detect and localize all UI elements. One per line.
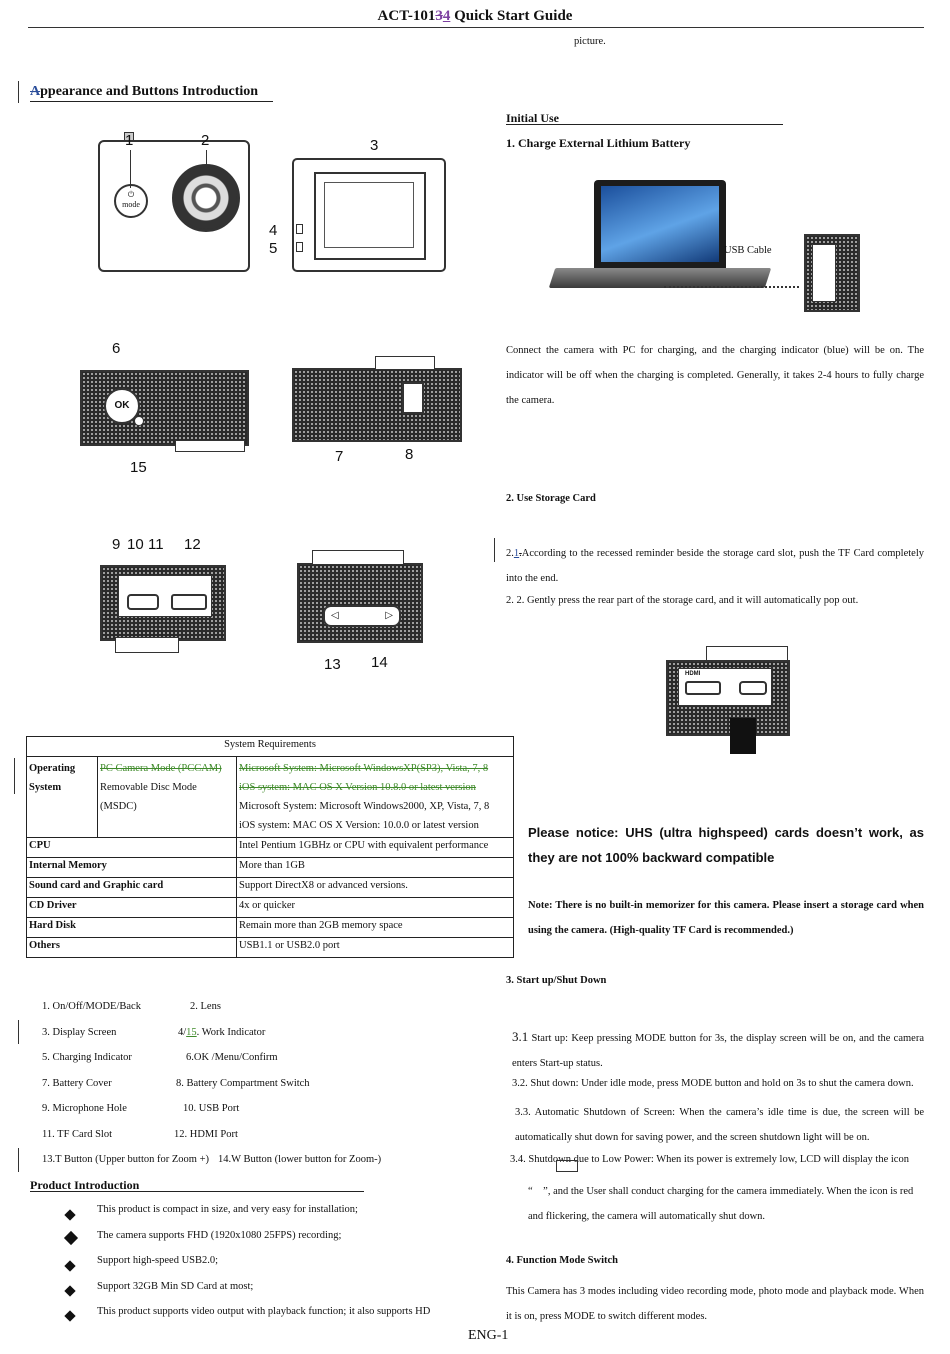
battery-switch [402,382,424,414]
mode-button: ⏻ mode [114,184,148,218]
storage-note: Note: There is no built-in memorizer for this camera. Please insert a storage card when using the camera. (High-quality TF Card is recommended.) [528,900,924,936]
table-row: Sound card and Graphic card Support DirectX8 or advanced versions. [27,878,514,898]
laptop-screen [594,180,726,268]
appearance-title-first: A [30,84,41,99]
table-row: Hard Disk Remain more than 2GB memory space [27,918,514,938]
camera-side-ports-illustration [100,565,226,641]
callout-2: 2 [201,132,210,149]
zoom-buttons [323,605,401,627]
camera-back-illustration [292,158,446,272]
lens-icon [172,164,240,232]
bullet-icon [66,1257,74,1275]
camera-side-ok-illustration [80,370,249,446]
appearance-title [30,84,258,100]
bullet-icon [66,1282,74,1300]
camera-front-body [98,140,250,272]
mount-base [175,440,245,452]
mount-top [375,356,435,370]
table-row: CPU Intel Pentium 1GBHz or CPU with equivalent performance [27,838,514,858]
laptop-charging-illustration [552,168,947,316]
callout-7: 7 [335,448,344,465]
usb-cable-label: USB Cable [724,245,772,256]
callout-9: 9 [112,536,121,553]
mount-base [115,637,179,653]
change-bar [494,538,495,562]
callout-5: 5 [269,240,278,257]
callout-6: 6 [112,340,121,357]
button-item: 13.T Button (Upper button for Zoom +) [42,1154,210,1165]
os-mode-cell [98,757,237,838]
usb-port [127,594,159,610]
callout-4: 4 [269,222,278,239]
system-requirements-table [26,736,514,958]
button-item: 2. Lens [190,1001,221,1012]
button-item: 5. Charging Indicator [42,1052,132,1063]
title-prefix: ACT-101 [377,8,436,24]
appearance-title-rest: ppearance and Buttons Introduction [40,84,259,99]
charge-text: Connect the camera with PC for charging, and the charging indicator (blue) will be on. The indicator will be off when the charging is completed. Generally, it takes 2-4 hours to fully charge the camera. [506,345,924,406]
callout-12: 12 [184,536,201,553]
storage-step-2: 2. 2. Gently press the rear part of the storage card, and it will automatically pop out. [506,595,859,606]
usb-cable-icon [664,286,799,288]
page-title [0,8,950,25]
product-item: The camera supports FHD (1920x1080 25FPS) recording; [97,1230,342,1241]
button-item: 14.W Button (lower button for Zoom-) [218,1154,382,1165]
camera-front-illustration [98,132,278,282]
button-item: 11. TF Card Slot [42,1129,113,1140]
storage-step-1: 2.1.According to the recessed reminder beside the storage card slot, push the TF Card completely into the end. [506,548,924,584]
table-row: Internal Memory More than 1GB [27,858,514,878]
button-item: 10. USB Port [183,1103,240,1114]
button-item: 9. Microphone Hole [42,1103,127,1114]
button-item: 8. Battery Compartment Switch [176,1078,310,1089]
product-title: Product Introduction [30,1178,140,1192]
title-suffix: Quick Start Guide [450,8,573,24]
table-row: CD Driver 4x or quicker [27,898,514,918]
button-item: 1. On/Off/MODE/Back [42,1001,141,1012]
callout-10: 10 [127,536,144,553]
page-number: ENG-1 [468,1328,509,1343]
bullet-icon [66,1230,76,1248]
os-req-2: iOS system: MAC OS X Version: 10.0.0 or latest version [239,820,479,831]
os-requirements-cell [237,757,514,838]
table-row: Others USB1.1 or USB2.0 port [27,938,514,958]
table-title: System Requirements [27,737,514,757]
change-bar [18,81,19,103]
charging-indicator [296,242,303,252]
product-item: Support 32GB Min SD Card at most; [97,1281,254,1292]
function-mode-title: 4. Function Mode Switch [506,1255,619,1266]
callout-11: 11 [148,536,164,553]
button-item: 7. Battery Cover [42,1078,112,1089]
product-item: This product supports video output with playback function; it also supports HD [97,1306,431,1317]
title-deleted: 3 [435,8,443,24]
camera-side-zoom-illustration [297,563,423,643]
appearance-title-underline [30,101,273,102]
startup-step-3: 3.3. Automatic Shutdown of Screen: When the camera’s idle time is due, the screen will be automatically shut down for saving power, and the screen shutdown light will be on. [515,1107,924,1143]
callout-13: 13 [324,656,341,673]
os-mode-deleted: PC Camera Mode (PCCAM) [100,763,222,774]
os-mode: Removable Disc Mode (MSDC) [100,782,197,812]
display-screen [314,172,426,260]
hdmi-port [171,594,207,610]
os-req-1: Microsoft System: Microsoft Windows2000, XP, Vista, 7, 8 [239,801,490,812]
low-battery-icon [556,1160,578,1172]
product-title-underline [30,1191,364,1192]
os-req-deleted-2: iOS system: MAC OS X Version 10.8.0 or latest version [239,782,476,793]
os-label: Operating System [27,757,98,838]
laptop-keyboard [549,268,771,288]
bullet-icon [66,1206,74,1224]
charge-title: 1. Charge External Lithium Battery [506,136,691,150]
button-item: 12. HDMI Port [174,1129,238,1140]
startup-step-1: 3.1 Start up: Keep pressing MODE button for 3s, the display screen will be on, and the camera enters Start-up status. [512,1029,924,1069]
storage-title: 2. Use Storage Card [506,493,596,504]
startup-step-4-cont: “ ”, and the User shall conduct charging for the camera immediately. When the icon is red and flickering, the camera will automatically shut down. [528,1186,914,1222]
initial-use-underline [506,124,783,125]
work-indicator [296,224,303,234]
startup-step-4: 3.4. Shutdown due to Low Power: When its power is extremely low, LCD will display the icon [510,1154,909,1165]
port-panel [118,575,212,617]
callout-8: 8 [405,446,414,463]
button-item: 4/15. Work Indicator [178,1027,266,1038]
t-button-icon: ◁ [331,610,339,621]
product-item: Support high-speed USB2.0; [97,1255,219,1266]
uhs-notice: Please notice: UHS (ultra highspeed) cards doesn’t work, as they are not 100% backward compatible [528,825,924,865]
callout-1: 1 [125,132,134,149]
header-rule [28,27,924,28]
button-item: 3. Display Screen [42,1027,117,1038]
os-req-deleted-1: Microsoft System: Microsoft WindowsXP(SP3), Vista, 7, 8 [239,763,489,774]
callout-15: 15 [130,459,147,476]
tf-card-illustration [666,646,792,756]
mount-top [312,550,404,565]
button-item: 6.OK /Menu/Confirm [186,1052,278,1063]
startup-step-2: 3.2. Shut down: Under idle mode, press MODE button and hold on 3s to shut the camera down. [512,1078,914,1089]
product-item: This product is compact in size, and very easy for installation; [97,1204,358,1215]
bullet-icon [66,1307,74,1325]
title-inserted: 4 [442,8,451,24]
ok-button: OK [104,388,140,424]
leader-line [130,150,131,188]
startup-title: 3. Start up/Shut Down [506,975,607,986]
change-bar [18,1020,19,1044]
camera-side-battery-illustration [292,368,462,442]
initial-use-title: Initial Use [506,111,560,125]
indicator-light [134,416,144,426]
change-bar [14,758,15,794]
function-mode-text: This Camera has 3 modes including video recording mode, photo mode and playback mode. When it is on, press MODE to switch different modes. [506,1286,924,1322]
camera-port-side [804,234,860,312]
top-fragment: picture. [574,36,606,47]
callout-14: 14 [371,654,388,671]
callout-3: 3 [370,137,379,154]
w-button-icon: ▷ [385,610,393,621]
leader-line [206,150,207,170]
change-bar [18,1148,19,1172]
hdmi-label: HDMI [685,671,701,677]
tf-card-icon [730,718,756,754]
